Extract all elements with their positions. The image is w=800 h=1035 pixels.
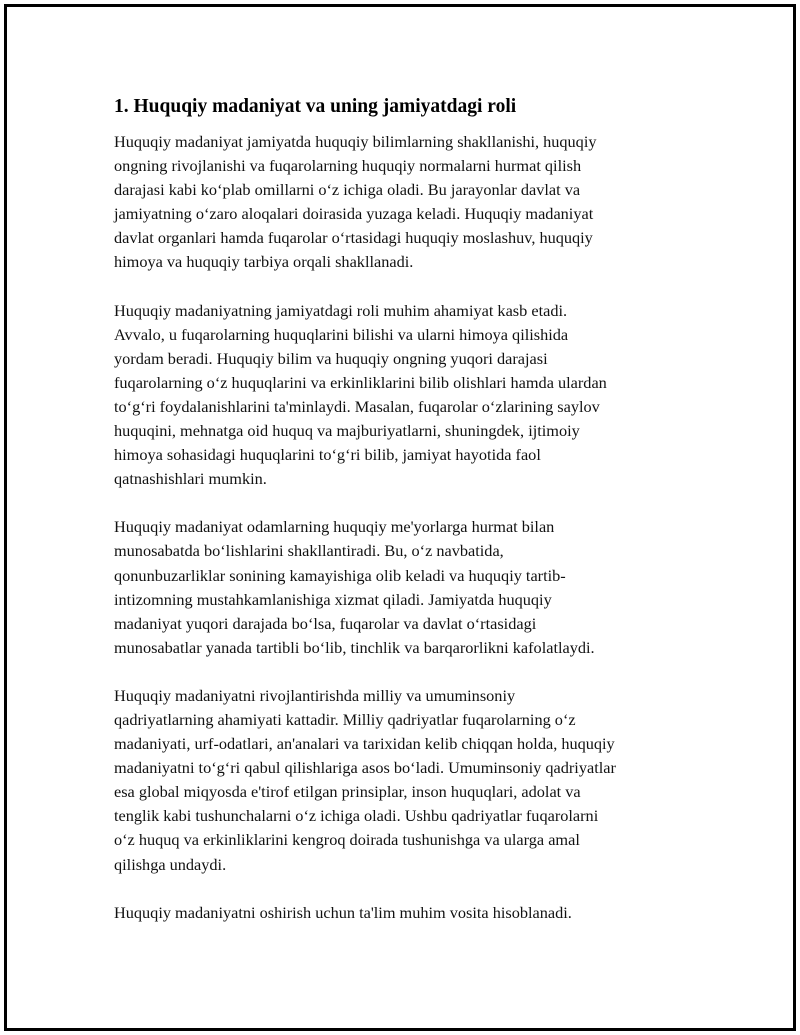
paragraph-1: Huquqiy madaniyat jamiyatda huquqiy bilimlarning shakllanishi, huquqiy ongning rivojlanishi va fuqarolarning huquqiy normalarni hurmat qilish darajasi kabi ko‘plab omillarni o‘z ichiga oladi. Bu jarayonlar davlat va jamiyatning o‘zaro aloqalari doirasida yuzaga keladi. Huquqiy madaniyat davlat organlari hamda fuqarolar o‘rtasidagi huquqiy moslashuv, huquqiy himoya va huquqiy tarbiya orqali shakllanadi. [114,132,597,272]
paragraph-5: Huquqiy madaniyatni oshirish uchun ta'lim muhim vosita hisoblanadi. [114,902,572,922]
paragraph-2: Huquqiy madaniyatning jamiyatdagi roli muhim ahamiyat kasb etadi. Avvalo, u fuqarolarning huquqlarini bilishi va ularni himoya qilishida yordam beradi. Huquqiy bilim va huquqiy ongning yuqori darajasi fuqarolarning o‘z huquqlarini va erkinliklarini bilib olishlari hamda ulardan to‘g‘ri foydalanishlarini ta'minlaydi. Masalan, fuqarolar o‘zlarining saylov huquqini, mehnatga oid huquq va majburiyatlarni, shuningdek, ijtimoiy himoya sohasidagi huquqlarini to‘g‘ri bilib, jamiyat hayotida faol qatnashishlari mumkin. [114,300,607,489]
paragraph-3: Huquqiy madaniyat odamlarning huquqiy me'yorlarga hurmat bilan munosabatda bo‘lishlarini shakllantiradi. Bu, o‘z navbatida, qonunbuzarliklar sonining kamayishiga olib keladi va huquqiy tartib- intizomning mustahkamlanishiga xizmat qiladi. Jamiyatda huquqiy madaniyat yuqori darajada bo‘lsa, fuqarolar va davlat o‘rtasidagi munosabatlar yanada tartibli bo‘lib, tinchlik va barqarorlikni kafolatlaydi. [114,517,595,657]
page-title: 1. Huquqiy madaniyat va uning jamiyatdagi roli [114,96,517,117]
document-body [114,94,689,949]
paragraph-4: Huquqiy madaniyatni rivojlantirishda milliy va umuminsoniy qadriyatlarning ahamiyati kattadir. Milliy qadriyatlar fuqarolarning o‘z madaniyati, urf-odatlari, an'analari va tarixidan kelib chiqqan holda, huquqiy madaniyatni to‘g‘ri qabul qilishlariga asos bo‘ladi. Umuminsoniy qadriyatlar esa global miqyosda e'tirof etilgan prinsiplar, inson huquqlari, adolat va tenglik kabi tushunchalarni o‘z ichiga oladi. Ushbu qadriyatlar fuqarolarni o‘z huquq va erkinliklarini kengroq doirada tushunishga va ularga amal qilishga undaydi. [114,685,616,874]
